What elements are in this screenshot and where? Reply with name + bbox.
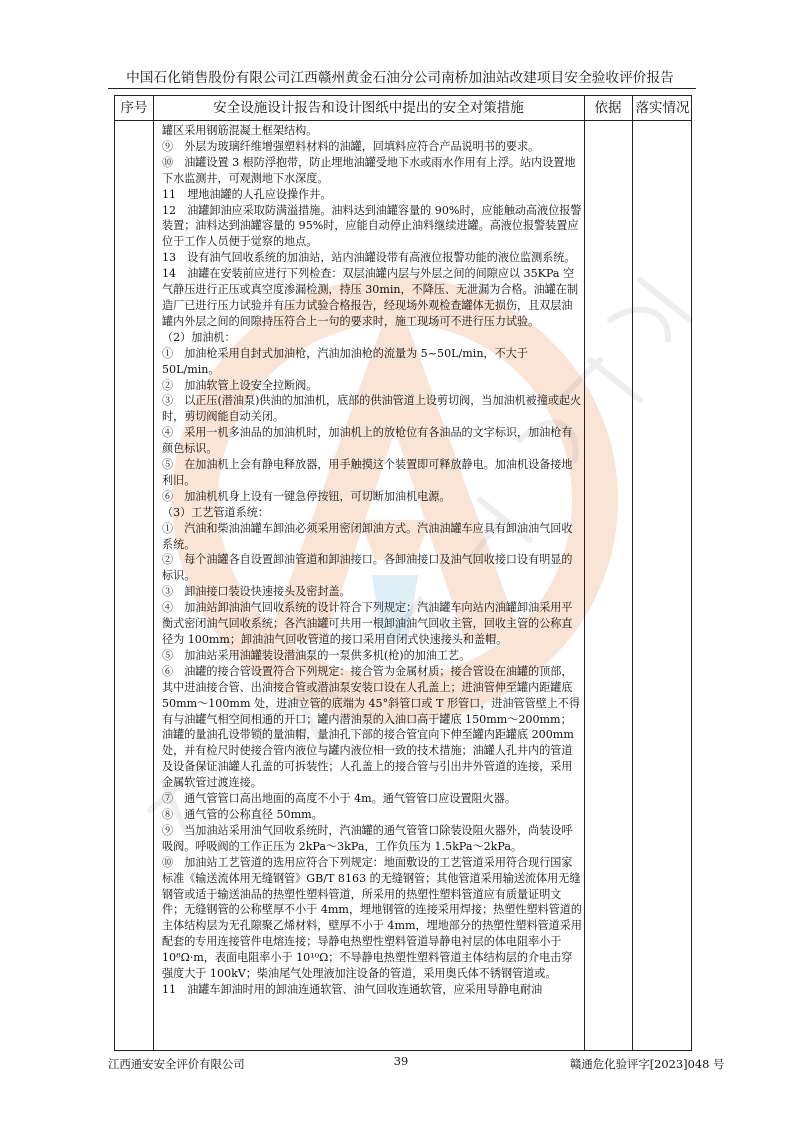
measure-paragraph: ③ 以正压(潜油泵)供油的加油机，底部的供油管道上设剪切阀，当加油机被撞或起火时，剪切阀能自动关闭。 — [162, 394, 582, 424]
measure-paragraph: ⑥ 油罐的接合管设置符合下列规定：接合管为金属材质；接合管设在油罐的顶部，其中进油接合管、出油接合管或潜油泵安装口设在人孔盖上；进油管伸至罐内距罐底 50mm～100mm 处，进油立管的底端为 45°斜管口或 T 形管口，进油管管壁上不得有与油罐气相空间相通的开口；罐内潜油泵的入油口高于罐底 150mm～200mm；油罐的量油孔设带锁的量油帽，量油孔下部的接合管宜向下伸至罐内距罐底 200mm 处，并有检尺时使接合管内液位与罐内液位相一致的技术措施；油罐人孔井内的管道及设备保证油罐人孔盖的可拆装性；人孔盖上的接合管与引出井外管道的连接，采用金属软管过渡连接。 — [162, 664, 581, 790]
section-heading: （3）工艺管道系统： — [162, 505, 269, 519]
page-header-title: 中国石化销售股份有限公司江西赣州黄金石油分公司南桥加油站改建项目安全验收评价报告 — [126, 70, 674, 86]
section-heading: （2）加油机： — [162, 330, 236, 344]
measure-paragraph: 11 埋地油罐的人孔应设操作井。 — [162, 187, 332, 201]
measure-paragraph: 13 设有油气回收系统的加油站，站内油罐设带有高液位报警功能的液位监测系统。 — [162, 251, 576, 265]
measure-paragraph: ⑩ 加油站工艺管道的选用应符合下列规定：地面敷设的工艺管道采用符合现行国家标准《输送流体用无缝钢管》GB/T 8163 的无缝钢管；其他管道采用输送流体用无缝钢管或适于输送油品的热塑性塑料管道，所采用的热塑性塑料管道应有质量证明文件；无缝钢管的公称壁厚不小于 4mm，埋地钢管的连接采用焊接；热塑性塑料管道的主体结构层为无孔隙聚乙烯材料，壁厚不小于 4mm，埋地部分的热塑性塑料管道采用配套的专用连接管件电熔连接；导静电热塑性塑料管道导静电衬层的体电阻率小于 10⁸Ω·m，表面电阻率小于 10¹⁰Ω；不导静电热塑性塑料管道主体结构层的介电击穿强度大于 100kV；柴油尾气处理液加注设备的管道，采用奥氏体不锈钢管道或。 — [162, 855, 582, 981]
measure-paragraph: ⑨ 外层为玻璃纤维增强塑料材料的油罐，回填料应符合产品说明书的要求。 — [162, 139, 540, 153]
measure-paragraph: ① 汽油和柴油油罐车卸油必须采用密闭卸油方式。汽油油罐车应具有卸油油气回收系统。 — [162, 521, 573, 551]
measure-paragraph: ⑤ 加油站采用油罐装设潜油泵的一泵供多机(枪)的加油工艺。 — [162, 648, 471, 662]
measure-paragraph: 14 油罐在安装前应进行下列检查：双层油罐内层与外层之间的间隙应以 35KPa 空气静压进行正压或真空度渗漏检测，持压 30min，不降压、无泄漏为合格。油罐在制造厂已进行压力试验并有压力试验合格报告，经现场外观检查罐体无损伤，且双层油罐内外层之间的间隙持压符合上一句的要求时，施工现场可不进行压力试验。 — [162, 267, 579, 328]
footer-doc-number: 赣通危化验评字[2023]048 号 — [570, 1057, 725, 1071]
footer-company: 江西通安安全评价有限公司 — [108, 1057, 245, 1071]
measure-paragraph: ⑥ 加油机机身上设有一键急停按钮，可切断加油机电源。 — [162, 489, 451, 503]
measure-paragraph: ② 加油软管上设安全拉断阀。 — [162, 378, 318, 392]
column-header-index: 序号 — [120, 100, 148, 116]
measure-paragraph: 12 油罐卸油应采取防满溢措施。油料达到油罐容量的 90%时，应能触动高液位报警装置；油料达到油罐容量的 95%时，应能自动停止油料继续进罐。高液位报警装置应位于工作人员便于觉察的地点。 — [162, 203, 582, 249]
measure-paragraph: ⑤ 在加油机上会有静电释放器，用手触摸这个装置即可释放静电。加油机设备接地利旧。 — [162, 458, 573, 487]
measures-content — [162, 123, 582, 1049]
measure-paragraph: ⑩ 油罐设置 3 根防浮抱带，防止埋地油罐受地下水或雨水作用有上浮。站内设置地下水监测井，可观测地下水深度。 — [162, 155, 576, 185]
column-header-measures: 安全设施设计报告和设计图纸中提出的安全对策措施 — [213, 100, 524, 116]
header-rule — [108, 88, 696, 89]
column-header-implementation: 落实情况 — [635, 100, 690, 116]
column-header-basis: 依据 — [594, 100, 622, 116]
measure-paragraph: ⑨ 当加油站采用油气回收系统时，汽油罐的通气管管口除装设阻火器外，尚装设呼吸阀。呼吸阀的工作正压为 2kPa～3kPa，工作负压为 1.5kPa～2kPa。 — [162, 823, 573, 853]
measure-paragraph: 罐区采用钢筋混凝土框架结构。 — [162, 124, 318, 137]
measure-paragraph: ⑧ 通气管的公称直径 50mm。 — [162, 807, 323, 821]
measure-paragraph: ① 加油枪采用自封式加油枪，汽油加油枪的流量为 5~50L/min，不大于 50L/min。 — [162, 346, 528, 376]
measure-paragraph: ④ 加油站卸油油气回收系统的设计符合下列规定：汽油罐车向站内油罐卸油采用平衡式密闭油气回收系统；各汽油罐可共用一根卸油油气回收主管，回收主管的公称直径为 100mm；卸油油气回收管道的接口采用自闭式快速接头和盖帽。 — [162, 601, 573, 646]
measure-paragraph: 11 油罐车卸油时用的卸油连通软管、油气回收连通软管，应采用导静电耐油 — [162, 982, 543, 996]
column-divider — [153, 96, 154, 1050]
measure-paragraph: ② 每个油罐各自设置卸油管道和卸油接口。各卸油接口及油气回收接口设有明显的标识。 — [162, 553, 573, 583]
column-divider — [632, 96, 633, 1050]
measure-paragraph: ③ 卸油接口装设快速接头及密封盖。 — [162, 585, 351, 599]
column-divider — [584, 96, 585, 1050]
measure-paragraph: ⑦ 通气管管口高出地面的高度不小于 4m。通气管管口应设置阻火器。 — [162, 792, 516, 806]
header-row-divider — [115, 120, 691, 121]
measure-paragraph: ④ 采用一机多油品的加油机时，加油机上的放枪位有各油品的文字标识，加油枪有颜色标识。 — [162, 426, 573, 456]
page-number: 39 — [393, 1054, 409, 1068]
